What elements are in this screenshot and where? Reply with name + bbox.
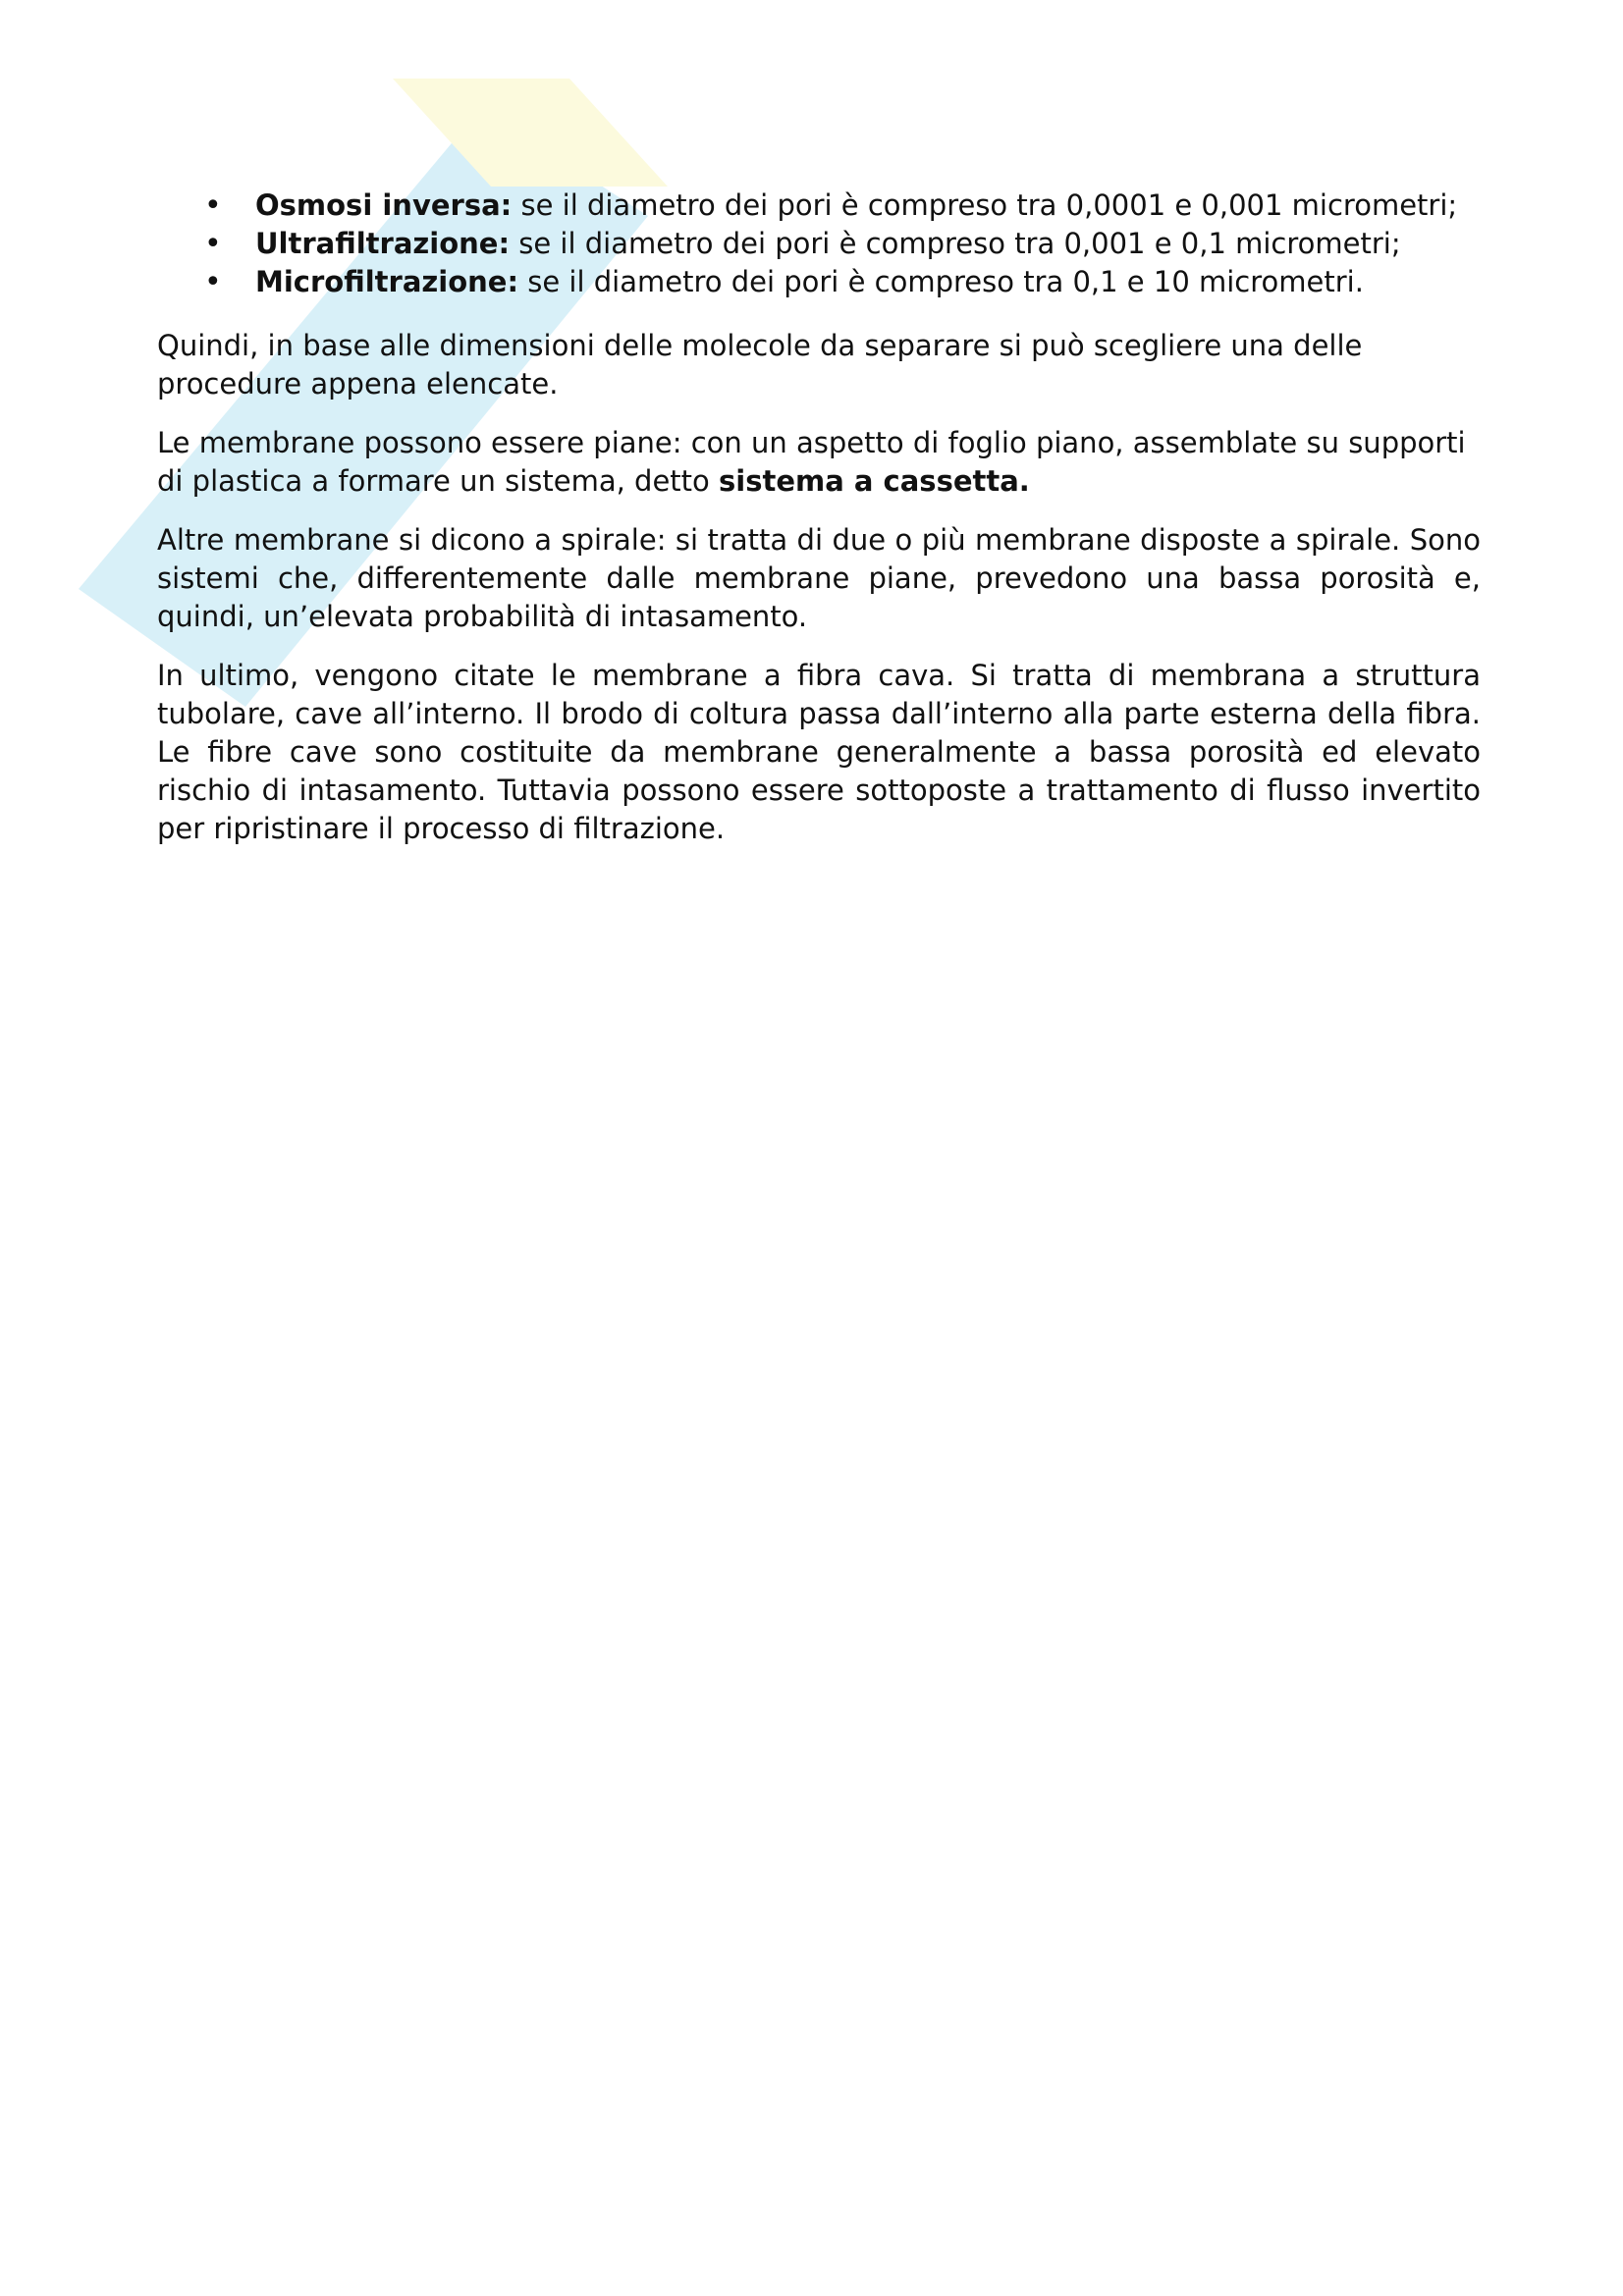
paragraph-text: Le membrane possono essere piane: con un aspetto di foglio piano, assemblate su supporti di plastica a formare un sistema, detto bbox=[157, 426, 1466, 498]
watermark-banner-yellow bbox=[393, 79, 668, 187]
document-body bbox=[157, 187, 1481, 869]
paragraph-molecule-size: Quindi, in base alle dimensioni delle molecole da separare si può scegliere una delle procedure appena elencate. bbox=[157, 329, 1363, 400]
paragraph-flat-membranes bbox=[157, 424, 1481, 501]
list-item-text: se il diametro dei pori è compreso tra 0,001 e 0,1 micrometri; bbox=[510, 227, 1401, 260]
list-item bbox=[157, 187, 1481, 225]
list-item bbox=[157, 263, 1481, 301]
list-item-text: se il diametro dei pori è compreso tra 0,0001 e 0,001 micrometri; bbox=[512, 188, 1458, 222]
list-item-term: Ultrafiltrazione: bbox=[255, 227, 511, 260]
list-item bbox=[157, 225, 1481, 263]
bullet-icon: • bbox=[204, 188, 222, 223]
paragraph-spiral-membranes: Altre membrane si dicono a spirale: si tratta di due o più membrane disposte a spirale. Sono sistemi che, differentemente dalle membrane piane, prevedono una bassa porosità e, quindi, un’elevata probabilità di intasamento. bbox=[157, 523, 1481, 633]
list-item-term: Microfiltrazione: bbox=[255, 265, 519, 298]
bullet-icon: • bbox=[204, 227, 222, 261]
list-item-text: se il diametro dei pori è compreso tra 0,1 e 10 micrometri. bbox=[518, 265, 1364, 298]
filtration-list bbox=[157, 187, 1481, 301]
list-item-term: Osmosi inversa: bbox=[255, 188, 513, 222]
bullet-icon: • bbox=[204, 265, 222, 299]
paragraph-hollow-fiber-membranes: In ultimo, vengono citate le membrane a fibra cava. Si tratta di membrana a struttura tubolare, cave all’interno. Il brodo di coltura passa dall’interno alla parte esterna della fibra. Le fibre cave sono costituite da membrane generalmente a bassa porosità ed elevato rischio di intasamento. Tuttavia possono essere sottoposte a trattamento di flusso invertito per ripristinare il processo di filtrazione. bbox=[157, 659, 1481, 845]
paragraph-bold-term: sistema a cassetta. bbox=[719, 464, 1030, 498]
